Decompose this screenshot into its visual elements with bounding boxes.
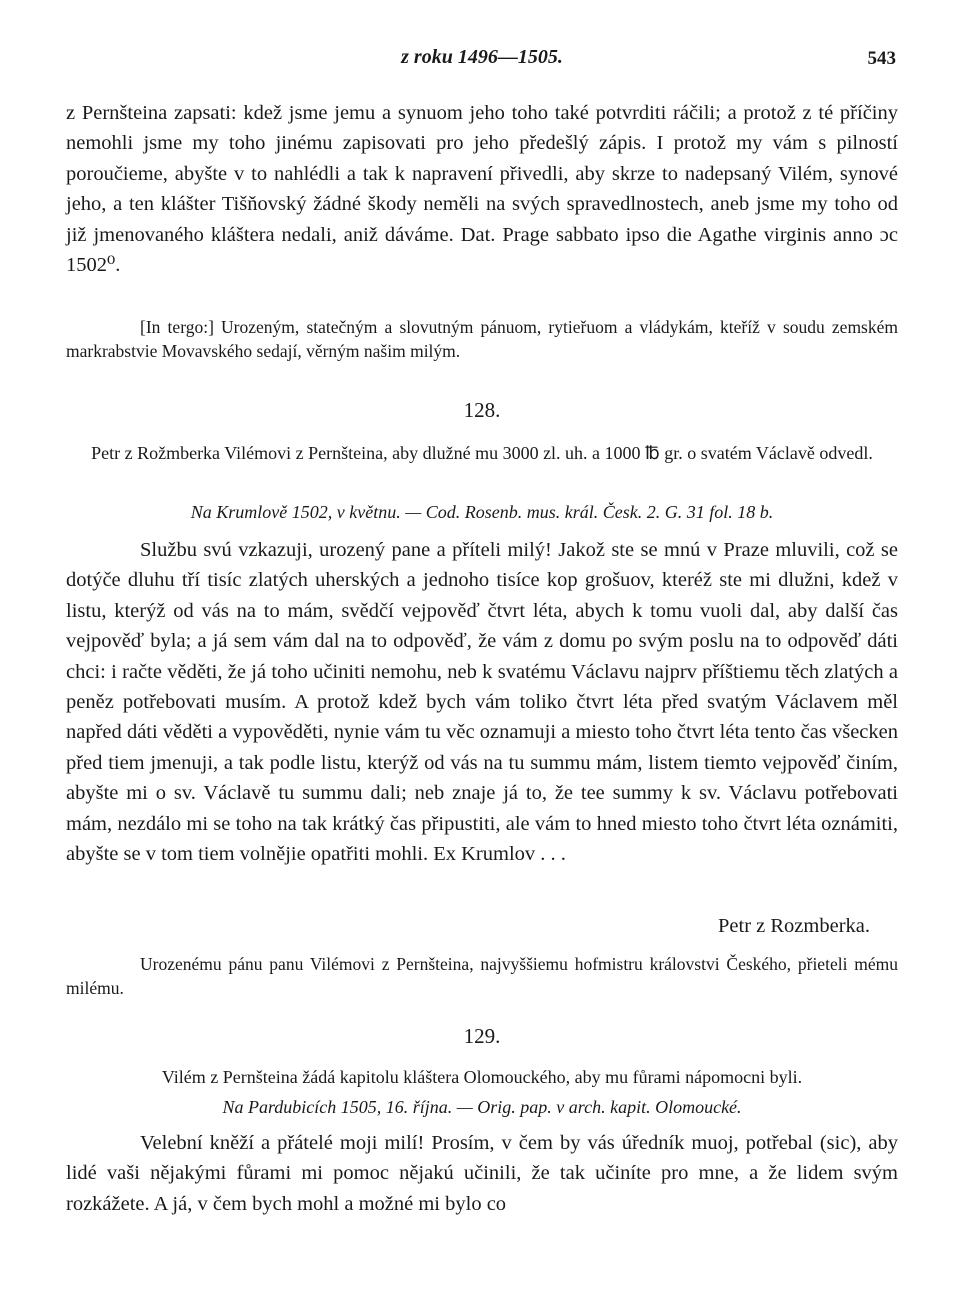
source-note-129: Na Pardubicích 1505, 16. října. — Orig. pap. v arch. kapit. Olomoucké. <box>222 1097 742 1117</box>
page-number: 543 <box>867 48 896 69</box>
document-number-129: 129. <box>463 1024 501 1048</box>
document-number-128: 128. <box>463 398 501 422</box>
letter-body-129: Velební kněží a přátelé moji milí! Prosím, v čem by vás úředník muoj, potřebal (sic), aby lidé vaši nějakými fůrami mi pomoc nějakú učinili, že tak učiníte pro mne, a že lidem svým rozkážete. A já, v čem bych mohl a možné mi bylo co <box>66 1132 898 1215</box>
regest-128: Petr z Rožmberka Vilémovi z Pernšteina, aby dlužné mu 3000 zl. uh. a 1000 ℔ gr. o svatém Václavě odvedl. <box>91 443 873 463</box>
letter-body-128: Službu svú vzkazuji, urozený pane a příteli milý! Jakož ste se mnú v Praze mluvili, což se dotýče dluhu tří tisíc zlatých uherských a jednoho tisíce kop grošuov, kteréž ste mi dlužni, kdež v listu, kterýž od vás na to mám, svědčí vejpověď čtvrt léta, abych k tomu vuoli dal, aby další čas vejpověď byla; a já sem vám dal na to odpověď, že vám z domu po svým poslu na to odpověď dáti chci: i račte věděti, že já toho učiniti nemohu, neb k svatému Václavu najprv příštiemu těch zlatých a peněz potřebovati musím. A protož kdež bych vám toliko čtvrt léta před svatým Václavem měl napřed dáti věděti a vypověděti, nynie vám tu věc oznamuji a miesto toho čtvrt léta tento čas všecken před tiem jmenuji, a tak podle listu, kterýž od vás na tu summu mám, listem tiemto vejpověď činím, abyšte mi o sv. Václavě tu summu dali; neb znaje já to, že tee summy k sv. Václavu potřebovati mám, nezdálo mi se toho na tak krátký čas připustiti, ale vám to hned miesto toho čtvrt léta oznámiti, abyšte se v tom tiem volnějie opatřiti mohli. Ex Krumlov . . . <box>66 539 898 866</box>
source-note-128: Na Krumlově 1502, v květnu. — Cod. Rosenb. mus. král. Česk. 2. G. 31 fol. 18 b. <box>190 502 774 522</box>
signature-128: Petr z Rozmberka. <box>718 915 870 937</box>
continuation-address: [In tergo:] Urozeným, statečným a slovutným pánuom, rytieřuom a vládykám, kteříž v soudu zemském markrabstvie Movavského sedají, věrným našim milým. <box>66 317 898 361</box>
continuation-paragraph: z Pernšteina zapsati: kdež jsme jemu a synuom jeho toho také potvrditi ráčili; a protož z té příčiny nemohli jsme my toho jinému zapisovati pro jeho předešlý zápis. I protož my vám s pilností poroučieme, abyšte v to nahlédli a tak k napravení přivedli, aby skrze to nadepsaný Vilém, synové jeho, a ten klášter Tišňovský žádné škody neměli na svých spravedlnostech, aneb jsme my toho od již jmenovaného kláštera nedali, aniž dáváme. Dat. Prage sabbato ipso die Agathe virginis anno ɔc 1502⁰. <box>66 102 898 277</box>
letter-address-128: Urozenému pánu panu Vilémovi z Pernšteina, najvyššiemu hofmistru královstvi Českého, přieteli mému milému. <box>66 954 898 998</box>
regest-129: Vilém z Pernšteina žádá kapitolu kláštera Olomouckého, aby mu fůrami nápomocni byli. <box>161 1067 803 1087</box>
running-head <box>66 46 898 72</box>
running-title: z roku 1496—1505. <box>401 46 563 68</box>
